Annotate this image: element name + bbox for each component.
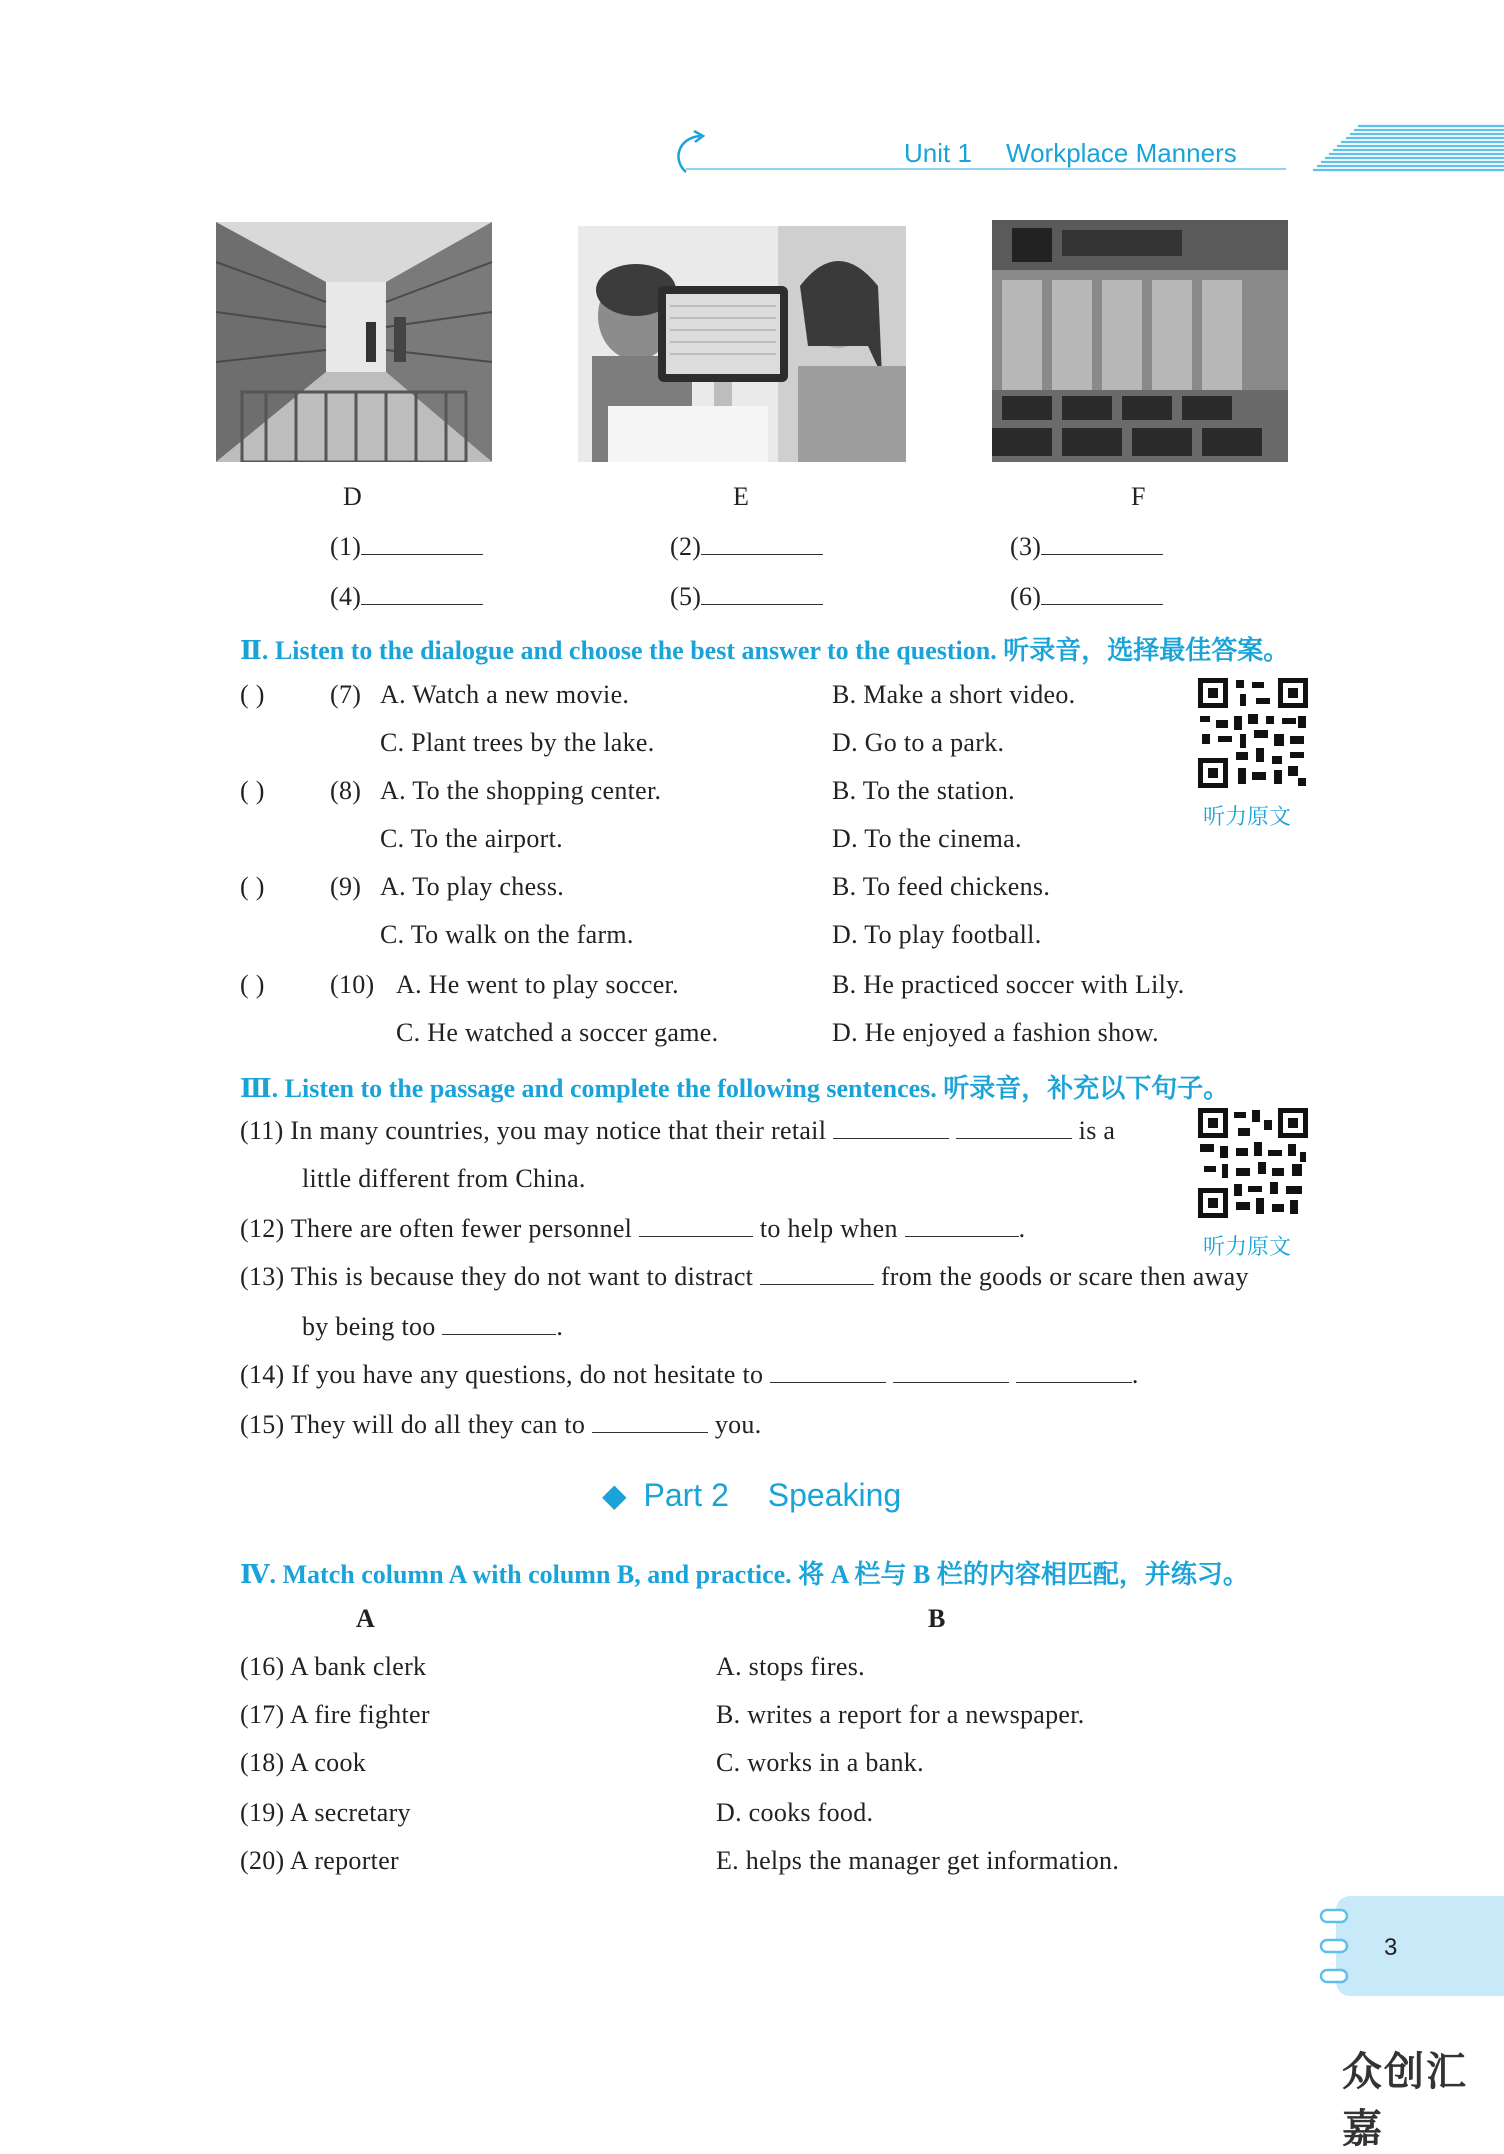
- blank[interactable]: [639, 1216, 753, 1237]
- photo-label-f: F: [1131, 482, 1146, 511]
- match-a-17: (17) A fire fighter: [240, 1700, 430, 1729]
- answer-paren[interactable]: ( ): [240, 872, 265, 901]
- sentence-14: (14) If you have any questions, do not hesitate to .: [240, 1360, 1139, 1389]
- answer-paren[interactable]: ( ): [240, 970, 265, 999]
- option-b: B. To feed chickens.: [832, 872, 1051, 901]
- blank[interactable]: [1016, 1362, 1132, 1383]
- option-d: D. He enjoyed a fashion show.: [832, 1018, 1159, 1047]
- section-3-heading: Ⅲ. Listen to the passage and complete the following sentences. 听录音，补充以下句子。: [240, 1074, 1230, 1103]
- answer-blank-4[interactable]: (4): [330, 582, 483, 612]
- question-number: (8): [330, 776, 362, 805]
- header-arrow-icon: [670, 130, 710, 178]
- option-d: D. Go to a park.: [832, 728, 1005, 757]
- unit-label: Unit 1: [904, 138, 972, 168]
- match-a-18: (18) A cook: [240, 1748, 367, 1777]
- qr-code-2[interactable]: [1196, 1106, 1310, 1220]
- answer-blank-2[interactable]: (2): [670, 532, 823, 562]
- sentence-13: (13) This is because they do not want to distract from the goods or scare then away: [240, 1262, 1249, 1291]
- section-4-heading: Ⅳ. Match column A with column B, and practice. 将 A 栏与 B 栏的内容相匹配，并练习。: [240, 1560, 1249, 1589]
- watermark: 众创汇嘉: [1342, 2050, 1468, 2151]
- option-b: B. To the station.: [832, 776, 1015, 805]
- blank[interactable]: [592, 1412, 708, 1433]
- option-a: A. To the shopping center.: [380, 776, 662, 805]
- match-b-e: E. helps the manager get information.: [716, 1846, 1120, 1875]
- sentence-15: (15) They will do all they can to you.: [240, 1410, 762, 1439]
- match-b-c: C. works in a bank.: [716, 1748, 924, 1777]
- question-number: (9): [330, 872, 362, 901]
- match-a-19: (19) A secretary: [240, 1798, 411, 1827]
- answer-paren[interactable]: ( ): [240, 776, 265, 805]
- match-b-d: D. cooks food.: [716, 1798, 874, 1827]
- qr-caption-2: 听力原文: [1203, 1234, 1292, 1259]
- option-c: C. Plant trees by the lake.: [380, 728, 655, 757]
- header-stripes: [1270, 122, 1504, 172]
- page-header: [670, 122, 1504, 182]
- match-b-b: B. writes a report for a newspaper.: [716, 1700, 1085, 1729]
- answer-blank-5[interactable]: (5): [670, 582, 823, 612]
- answer-blank-6[interactable]: (6): [1010, 582, 1163, 612]
- option-d: D. To the cinema.: [832, 824, 1022, 853]
- photo-f: [992, 220, 1288, 462]
- option-d: D. To play football.: [832, 920, 1042, 949]
- blank[interactable]: [905, 1216, 1019, 1237]
- option-c: C. He watched a soccer game.: [396, 1018, 719, 1047]
- page-number: 3: [1384, 1934, 1398, 1961]
- match-a-16: (16) A bank clerk: [240, 1652, 427, 1681]
- option-c: C. To the airport.: [380, 824, 563, 853]
- blank[interactable]: [442, 1314, 556, 1335]
- option-a: A. To play chess.: [380, 872, 565, 901]
- part-2-heading: ◆ Part 2 Speaking: [602, 1477, 902, 1513]
- option-a: A. He went to play soccer.: [396, 970, 679, 999]
- column-b-header: B: [928, 1604, 946, 1633]
- photo-label-e: E: [733, 482, 750, 511]
- sentence-12: (12) There are often fewer personnel to help when .: [240, 1214, 1026, 1243]
- blank[interactable]: [956, 1118, 1072, 1139]
- photo-e: [578, 226, 906, 462]
- option-b: B. Make a short video.: [832, 680, 1076, 709]
- section-2-heading: Ⅱ. Listen to the dialogue and choose the best answer to the question. 听录音，选择最佳答案。: [240, 636, 1290, 665]
- qr-code-icon: [1196, 1106, 1310, 1220]
- sentence-11-cont: little different from China.: [302, 1164, 586, 1193]
- sentence-11: (11) In many countries, you may notice that their retail is a: [240, 1116, 1116, 1145]
- page-number-tab: [1336, 1896, 1504, 1996]
- option-c: C. To walk on the farm.: [380, 920, 634, 949]
- question-number: (7): [330, 680, 362, 709]
- blank[interactable]: [760, 1264, 874, 1285]
- qr-code-icon: [1196, 676, 1310, 790]
- option-a: A. Watch a new movie.: [380, 680, 630, 709]
- match-b-a: A. stops fires.: [716, 1652, 865, 1681]
- question-number: (10): [330, 970, 375, 999]
- qr-code-1[interactable]: [1196, 676, 1310, 790]
- diamond-icon: ◆: [602, 1477, 627, 1513]
- binder-rings-icon: [1318, 1904, 1354, 1988]
- photo-d: [216, 222, 492, 462]
- column-a-header: A: [356, 1604, 376, 1633]
- photo-label-d: D: [343, 482, 363, 511]
- answer-blank-3[interactable]: (3): [1010, 532, 1163, 562]
- blank[interactable]: [893, 1362, 1009, 1383]
- answer-paren[interactable]: ( ): [240, 680, 265, 709]
- match-a-20: (20) A reporter: [240, 1846, 400, 1875]
- blank[interactable]: [770, 1362, 886, 1383]
- answer-blank-1[interactable]: (1): [330, 532, 483, 562]
- qr-caption-1: 听力原文: [1203, 804, 1292, 829]
- option-b: B. He practiced soccer with Lily.: [832, 970, 1185, 999]
- blank[interactable]: [833, 1118, 949, 1139]
- sentence-13-cont: by being too .: [302, 1312, 564, 1341]
- unit-title: Workplace Manners: [1006, 138, 1237, 168]
